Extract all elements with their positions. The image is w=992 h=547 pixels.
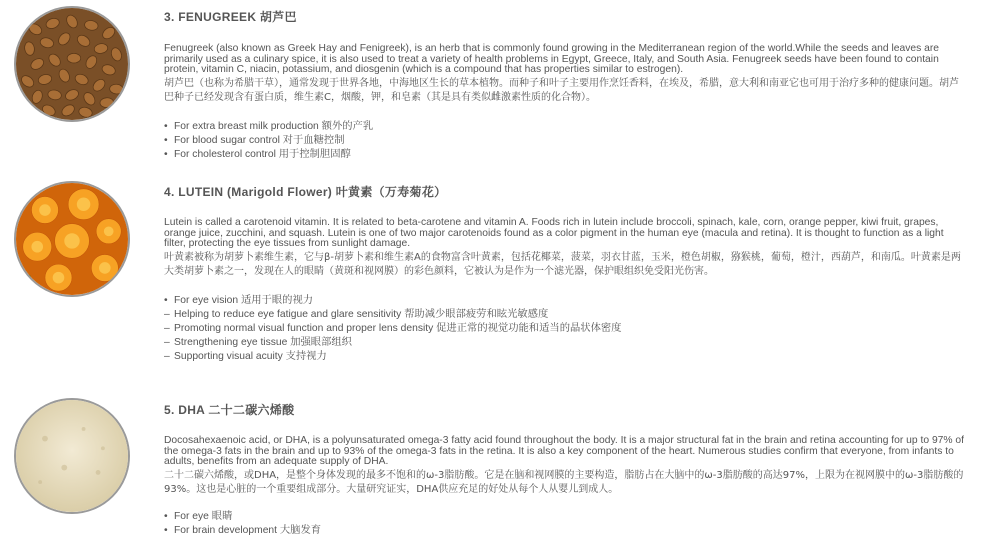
list-item: • For eye 眼睛 <box>164 511 233 523</box>
paragraph-en: Docosahexaenoic acid, or DHA, is a polyunsaturated omega-3 fatty acid found throughout the body. It is a major structural fat in the brain and retina accounting for up to 97% of the omega-3 fats in the brain and up to 93% of the omega-3 fats in the retina. It is also a key component of the heart. Numerous studies confirm that everyone, from infants to adults, benefits from an adequate supply of DHA. <box>164 435 964 468</box>
bullet-list <box>164 120 964 161</box>
list-item: – Supporting visual acuity 支持视力 <box>164 350 327 362</box>
section-heading: 3. FENUGREEK 胡芦巴 <box>164 10 297 24</box>
section-heading: 4. LUTEIN (Marigold Flower) 叶黄素（万寿菊花） <box>164 185 447 199</box>
list-item: • For brain development 大脑发育 <box>164 525 322 537</box>
list-item: • For blood sugar control 对于血糖控制 <box>164 135 345 147</box>
bullet-list <box>164 294 964 363</box>
list-item: – Helping to reduce eye fatigue and glare sensitivity 帮助减少眼部疲劳和眩光敏感度 <box>164 309 549 321</box>
paragraph-en: Lutein is called a carotenoid vitamin. It is related to beta-carotene and vitamin A. Foods rich in lutein include broccoli, spinach, kale, corn, orange pepper, kiwi fruit, grapes, orange juice, zucchini, and squash. Lutein is one of two major carotenoids found as a color pigment in the human eye (macula and retina). It is thought to function as a light filter, protecting the eye tissues from sunlight damage. <box>164 217 944 250</box>
list-item: – Promoting normal visual function and proper lens density 促进正常的视觉功能和适当的晶状体密度 <box>164 322 622 334</box>
paragraph-en: Fenugreek (also known as Greek Hay and Fenigreek), is an herb that is commonly found growing in the Mediterranean region of the world.While the seeds and leaves are primarily used as a culinary spice, it is also used to treat a variety of health problems in Egypt, Greece, Italy, and South Asia. Fenugreek seeds have been found to contain protein, vitamin C, niacin, potassium, and diosgenin (which is a compound that has properties similar to estrogen). <box>164 43 939 76</box>
list-item: • For cholesterol control 用于控制胆固醇 <box>164 148 351 160</box>
dha-powder-image <box>14 398 130 514</box>
paragraph-cn: 叶黄素被称为胡萝卜素维生素，它与β-胡萝卜素和维生素A的食物富含叶黄素，包括花椰菜，菠菜，羽衣甘蓝，玉米，橙色胡椒，猕猴桃，葡萄，橙汁，西葫芦，和南瓜。叶黄素是两大类胡萝卜素之一，发现在人的眼睛（黄斑和视网膜）的彩色颜料，它被认为是作为一个滤光器，保护眼组织免受阳光伤害。 <box>164 251 961 277</box>
paragraph-cn: 胡芦巴（也称为希腊干草），通常发现于世界各地，中海地区生长的草本植物。而种子和叶子主要用作烹饪香料，在埃及，希腊，意大利和南亚它也可用于治疗多种的健康问题。胡芦巴种子已经发现含有蛋白质，维生素C，烟酸，钾，和皂素（其是具有类似雌激素性质的化合物）。 <box>164 77 959 103</box>
section-heading: 5. DHA 二十二碳六烯酸 <box>164 403 295 417</box>
bullet-list <box>164 510 964 538</box>
fenugreek-seeds-image <box>14 6 130 122</box>
list-item: – Strengthening eye tissue 加强眼部组织 <box>164 336 352 348</box>
list-item: • For extra breast milk production 额外的产乳 <box>164 121 374 133</box>
marigold-flower-image <box>14 181 130 297</box>
list-item: • For eye vision 适用于眼的视力 <box>164 295 314 307</box>
paragraph-cn: 二十二碳六烯酸，或DHA，是整个身体发现的最多不饱和的ω-3脂肪酸。它是在脑和视网膜的主要构造，脂肪占在大脑中的ω-3脂肪酸的高达97%，上限为在视网膜中的ω-3脂肪酸的93%。这也是心脏的一个重要组成部分。大量研究证实，DHA供应充足的好处从每个人从婴儿到成人。 <box>164 469 964 495</box>
